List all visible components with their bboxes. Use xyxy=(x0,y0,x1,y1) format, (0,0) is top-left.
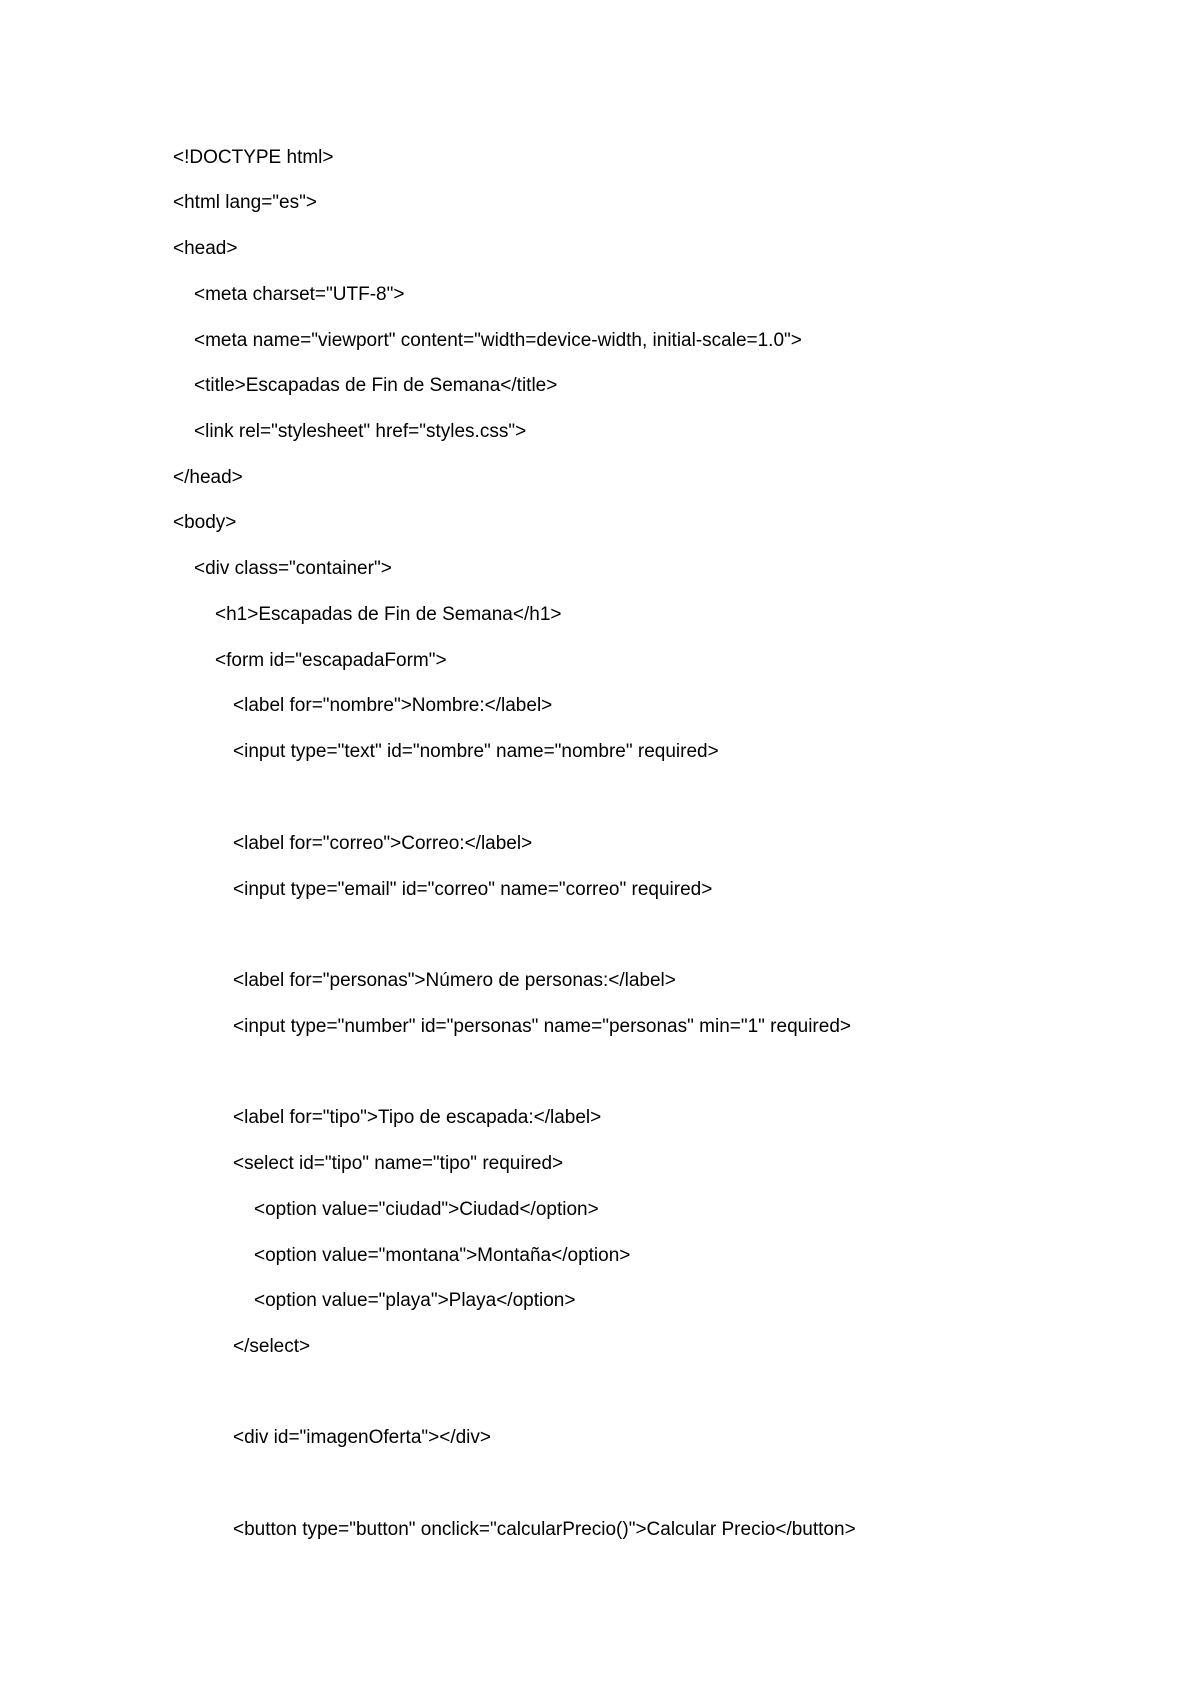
code-line: <body> xyxy=(173,512,237,533)
code-line: <button type="button" onclick="calcularPrecio()">Calcular Precio</button> xyxy=(233,1519,856,1540)
code-line: <h1>Escapadas de Fin de Semana</h1> xyxy=(215,604,562,625)
code-line: </head> xyxy=(173,467,243,488)
code-line: <option value="montana">Montaña</option> xyxy=(254,1245,631,1266)
code-line: <meta charset="UTF-8"> xyxy=(194,284,405,305)
code-line: <input type="email" id="correo" name="correo" required> xyxy=(233,879,713,900)
code-line: <form id="escapadaForm"> xyxy=(215,650,447,671)
code-line: <div class="container"> xyxy=(194,558,392,579)
code-line: <input type="number" id="personas" name="personas" min="1" required> xyxy=(233,1016,851,1037)
code-line: </select> xyxy=(233,1336,311,1357)
code-line: <option value="ciudad">Ciudad</option> xyxy=(254,1199,599,1220)
code-line: <label for="correo">Correo:</label> xyxy=(233,833,533,854)
code-line: <head> xyxy=(173,238,238,259)
code-line: <option value="playa">Playa</option> xyxy=(254,1290,576,1311)
code-line: <link rel="stylesheet" href="styles.css"> xyxy=(194,421,527,442)
code-line: <label for="personas">Número de personas:</label> xyxy=(233,970,676,991)
code-line: <meta name="viewport" content="width=device-width, initial-scale=1.0"> xyxy=(194,330,802,351)
code-line: <input type="text" id="nombre" name="nombre" required> xyxy=(233,741,719,762)
code-line: <html lang="es"> xyxy=(173,192,317,213)
code-line: <div id="imagenOferta"></div> xyxy=(233,1427,492,1448)
code-line: <select id="tipo" name="tipo" required> xyxy=(233,1153,564,1174)
code-line: <label for="nombre">Nombre:</label> xyxy=(233,695,553,716)
code-line: <label for="tipo">Tipo de escapada:</label> xyxy=(233,1107,602,1128)
code-line: <!DOCTYPE html> xyxy=(173,147,334,168)
code-line: <title>Escapadas de Fin de Semana</title> xyxy=(194,375,558,396)
